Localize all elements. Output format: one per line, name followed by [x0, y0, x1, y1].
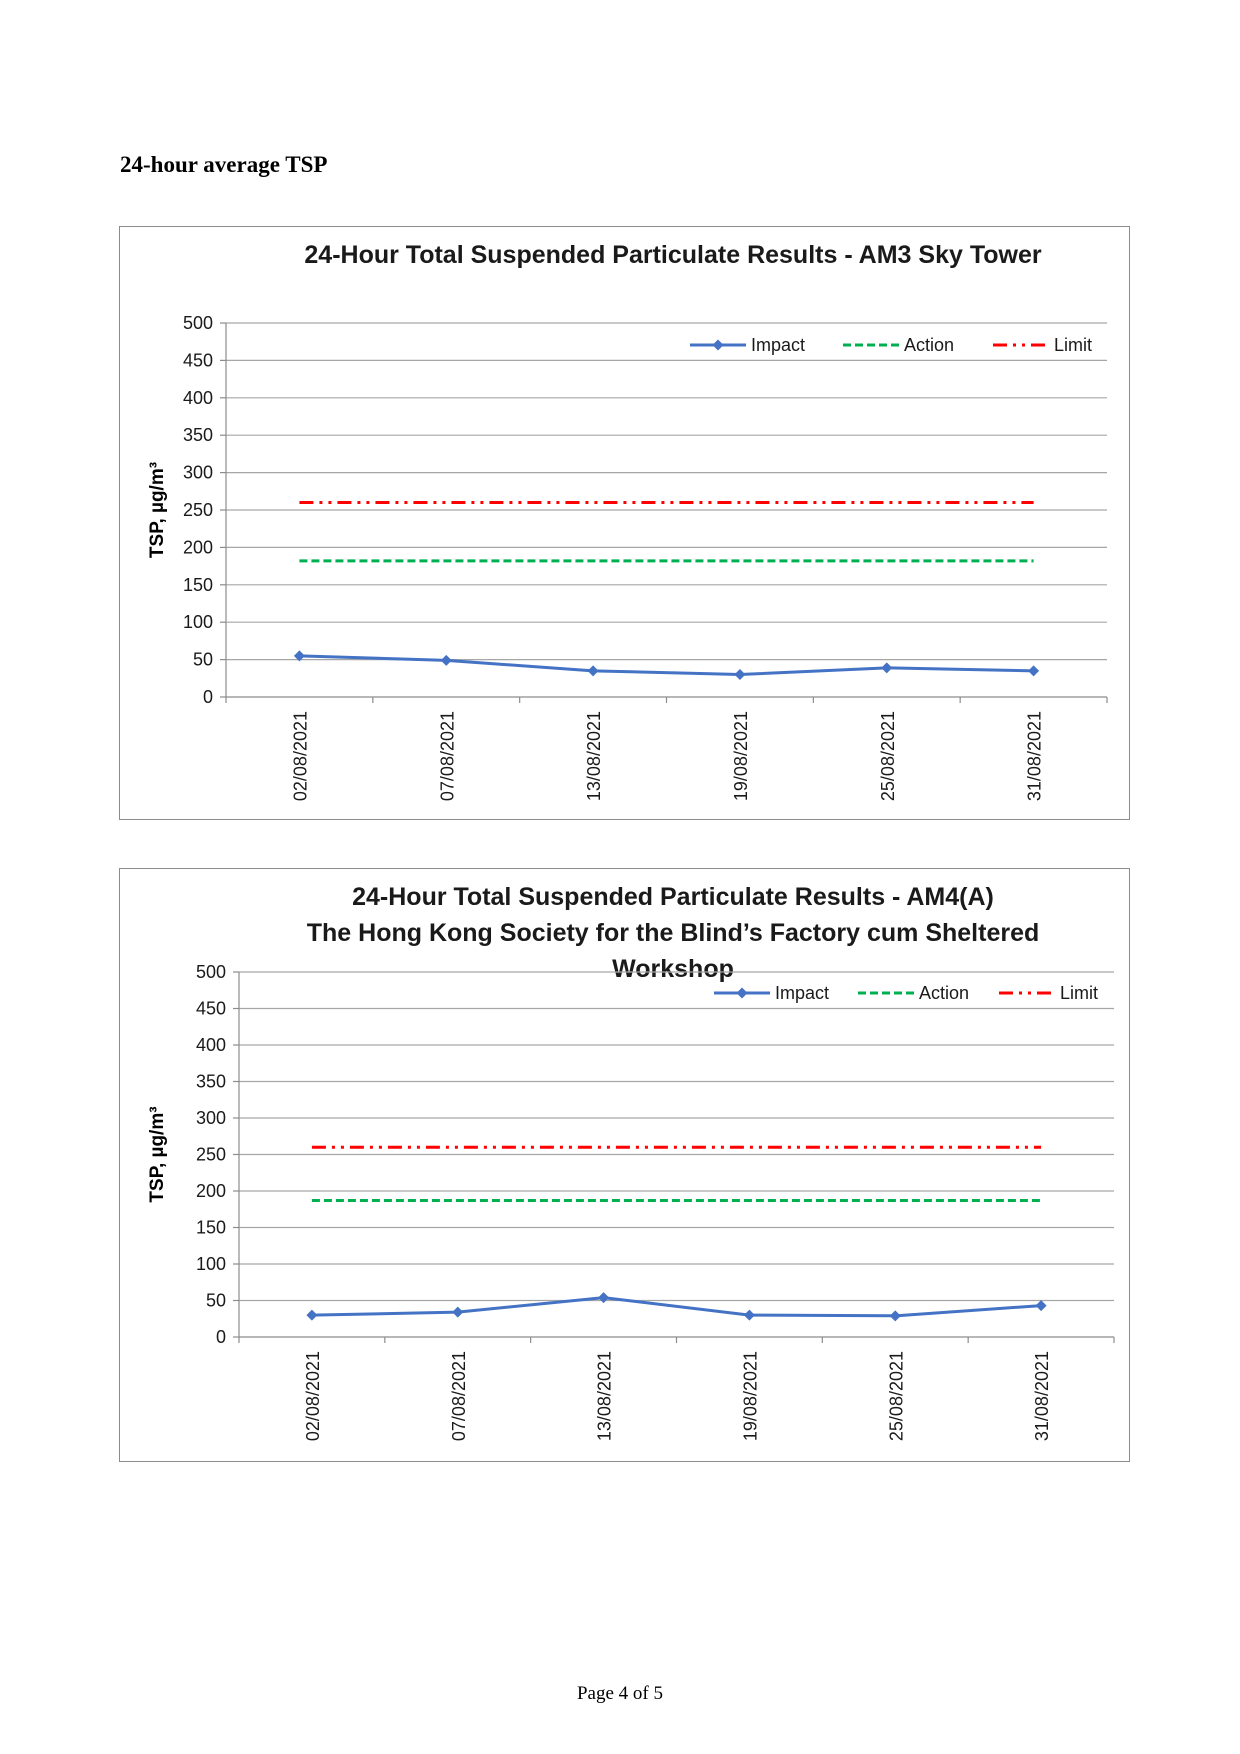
y-tick-label: 250	[195, 1144, 226, 1165]
y-tick-label: 250	[182, 500, 213, 520]
page-heading: 24-hour average TSP	[120, 152, 328, 177]
data-point-impact	[588, 665, 599, 676]
y-tick-label: 500	[182, 313, 213, 333]
y-tick-label: 150	[182, 574, 213, 595]
chart-title-line: Workshop	[612, 955, 734, 983]
x-tick-label: 19/08/2021	[740, 1351, 761, 1442]
x-tick-label: 31/08/2021	[1024, 711, 1045, 802]
y-tick-label: 350	[195, 1071, 226, 1092]
legend-label-impact: Impact	[751, 335, 806, 355]
y-tick-label: 400	[195, 1035, 226, 1055]
x-tick-label: 31/08/2021	[1032, 1351, 1053, 1442]
y-axis-label: TSP, µg/m³	[147, 1106, 168, 1203]
data-point-impact	[1028, 665, 1039, 676]
legend-label-action: Action	[919, 983, 970, 1003]
y-tick-label: 500	[195, 962, 226, 982]
y-tick-label: 350	[182, 425, 213, 446]
x-tick-label: 25/08/2021	[877, 711, 898, 802]
x-tick-label: 02/08/2021	[290, 711, 311, 802]
chart-am4a-blind-society	[119, 868, 1130, 1462]
data-point-impact	[890, 1310, 901, 1321]
data-point-impact	[452, 1307, 463, 1318]
y-tick-label: 0	[202, 687, 213, 707]
legend-marker-impact	[737, 988, 748, 999]
data-point-impact	[734, 669, 745, 680]
data-point-impact	[441, 655, 452, 666]
data-point-impact	[306, 1310, 317, 1321]
series-line-impact	[299, 656, 1033, 675]
chart-title-line: 24-Hour Total Suspended Particulate Results - AM3 Sky Tower	[304, 241, 1042, 269]
y-tick-label: 400	[182, 387, 213, 408]
y-tick-label: 450	[182, 350, 213, 371]
y-tick-label: 150	[195, 1217, 226, 1238]
chart-am3-sky-tower	[119, 226, 1130, 820]
chart-title	[307, 883, 1040, 983]
y-tick-label: 300	[195, 1108, 226, 1128]
legend-label-action: Action	[904, 335, 955, 355]
y-tick-label: 100	[195, 1254, 226, 1274]
y-axis-label: TSP, µg/m³	[147, 461, 168, 559]
chart-am3-svg	[120, 227, 1128, 818]
y-tick-label: 50	[205, 1290, 226, 1311]
y-tick-label: 200	[195, 1181, 226, 1201]
x-tick-label: 19/08/2021	[730, 711, 751, 802]
y-tick-label: 100	[182, 612, 213, 633]
page-footer: Page 4 of 5	[576, 1683, 663, 1704]
chart-title-line: The Hong Kong Society for the Blind’s Factory cum Sheltered	[306, 919, 1040, 947]
y-tick-label: 300	[182, 462, 213, 483]
data-point-impact	[744, 1310, 755, 1321]
data-point-impact	[881, 662, 892, 673]
x-tick-label: 02/08/2021	[302, 1351, 323, 1442]
x-tick-label: 13/08/2021	[584, 711, 605, 802]
y-tick-label: 450	[195, 998, 226, 1019]
legend-marker-impact	[713, 340, 724, 351]
y-tick-label: 50	[192, 649, 213, 670]
legend-label-impact: Impact	[775, 983, 830, 1003]
x-tick-label: 07/08/2021	[448, 1351, 469, 1442]
y-tick-label: 200	[182, 537, 213, 558]
x-tick-label: 25/08/2021	[886, 1351, 907, 1442]
data-point-impact	[598, 1292, 609, 1303]
legend-label-limit: Limit	[1060, 983, 1099, 1003]
x-tick-label: 07/08/2021	[437, 711, 458, 802]
data-point-impact	[1036, 1300, 1047, 1311]
chart-title	[304, 241, 1041, 269]
legend-label-limit: Limit	[1054, 335, 1093, 355]
chart-title-line: 24-Hour Total Suspended Particulate Results - AM4(A)	[352, 883, 994, 911]
y-tick-label: 0	[215, 1327, 226, 1347]
x-tick-label: 13/08/2021	[594, 1351, 615, 1442]
chart-am4a-svg	[120, 869, 1128, 1460]
